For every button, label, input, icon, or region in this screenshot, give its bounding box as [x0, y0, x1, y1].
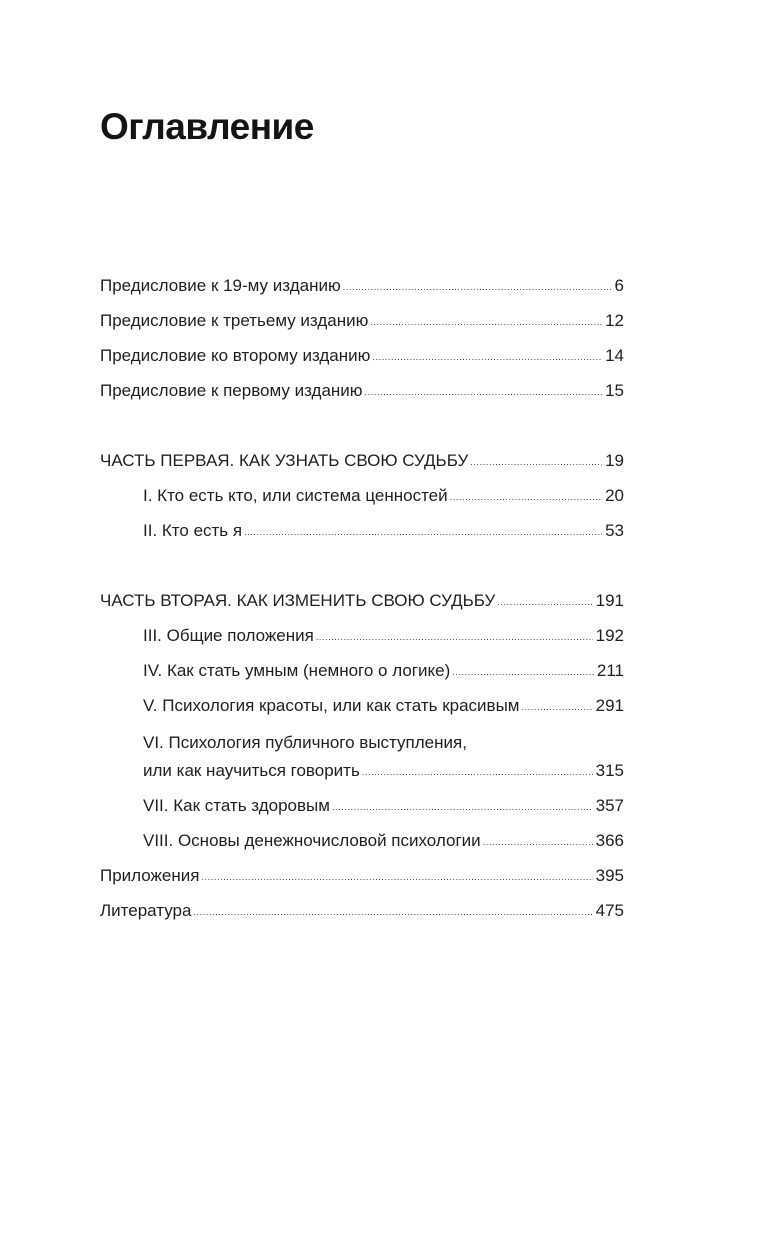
- toc-entry-chapter-3[interactable]: [143, 625, 624, 649]
- toc-entry-chapter-5[interactable]: [143, 695, 624, 719]
- toc-entry-chapter-4[interactable]: [143, 660, 624, 684]
- toc-entry-page: 53: [605, 521, 624, 540]
- toc-entry-label: III. Общие положения: [143, 626, 314, 645]
- dot-leader: [370, 309, 602, 333]
- toc-entry-page: 14: [605, 346, 624, 365]
- dot-leader: [470, 449, 602, 473]
- toc-entry-label: I. Кто есть кто, или система ценностей: [143, 486, 448, 505]
- toc-entry-label-line2: или как научиться говорить: [143, 761, 360, 780]
- dot-leader: [343, 274, 612, 298]
- toc-entry-page: 366: [595, 831, 624, 850]
- dot-leader: [365, 379, 603, 403]
- toc-entry-page: 211: [596, 661, 624, 680]
- toc-entry-chapter-6[interactable]: [143, 732, 624, 784]
- dot-leader: [362, 759, 593, 783]
- toc-entry-page: 6: [614, 276, 624, 295]
- toc-entry-page: 19: [605, 451, 624, 470]
- toc-entry-chapter-8[interactable]: [143, 830, 624, 854]
- toc-entry-part-two[interactable]: [100, 590, 624, 614]
- toc-entry-page: 20: [605, 486, 624, 505]
- toc-entry-label: VII. Как стать здоровым: [143, 796, 330, 815]
- toc-entry-label: ЧАСТЬ ВТОРАЯ. КАК ИЗМЕНИТЬ СВОЮ СУДЬБУ: [100, 591, 496, 610]
- toc-entry-page: 192: [595, 626, 624, 645]
- toc-entry-label: Литература: [100, 901, 192, 920]
- toc-entry-label: Предисловие к третьему изданию: [100, 311, 369, 330]
- dot-leader: [244, 519, 602, 543]
- toc-entry-page: 12: [605, 311, 624, 330]
- toc-entry-page: 475: [595, 901, 624, 920]
- toc-entry-label: IV. Как стать умным (немного о логике): [143, 661, 451, 680]
- toc-entry-page: 291: [595, 696, 624, 715]
- dot-leader: [193, 899, 592, 923]
- toc-entry-label: V. Психология красоты, или как стать красивым: [143, 696, 520, 715]
- toc-entry-preface-19th[interactable]: [100, 275, 624, 299]
- toc-entry-label: VIII. Основы денежночисловой психологии: [143, 831, 481, 850]
- toc-entry-label: Предисловие к первому изданию: [100, 381, 363, 400]
- dot-leader: [316, 624, 593, 648]
- toc-entry-page: 315: [595, 761, 624, 780]
- dot-leader: [497, 589, 592, 613]
- toc-entry-label: ЧАСТЬ ПЕРВАЯ. КАК УЗНАТЬ СВОЮ СУДЬБУ: [100, 451, 469, 470]
- toc-entry-label: Приложения: [100, 866, 200, 885]
- toc-entry-chapter-2[interactable]: [143, 520, 624, 544]
- toc-entry-label: Предисловие ко второму изданию: [100, 346, 371, 365]
- toc-entry-label: II. Кто есть я: [143, 521, 243, 540]
- toc-entry-preface-2nd[interactable]: [100, 345, 624, 369]
- dot-leader: [450, 484, 602, 508]
- toc-entry-preface-3rd[interactable]: [100, 310, 624, 334]
- toc-entry-chapter-1[interactable]: [143, 485, 624, 509]
- dot-leader: [452, 659, 594, 683]
- dot-leader: [372, 344, 602, 368]
- toc-entry-appendices[interactable]: [100, 865, 624, 889]
- toc-entry-page: 357: [595, 796, 624, 815]
- page-title: Оглавление: [100, 106, 314, 147]
- toc-entry-label-line1: VI. Психология публичного выступления,: [143, 733, 467, 752]
- toc-entry-page: 395: [595, 866, 624, 885]
- dot-leader: [521, 694, 592, 718]
- toc-entry-literature[interactable]: [100, 900, 624, 924]
- toc-entry-label: Предисловие к 19-му изданию: [100, 276, 341, 295]
- toc-entry-chapter-7[interactable]: [143, 795, 624, 819]
- toc-entry-preface-1st[interactable]: [100, 380, 624, 404]
- toc-entry-page: 191: [595, 591, 624, 610]
- dot-leader: [332, 794, 593, 818]
- toc-entry-part-one[interactable]: [100, 450, 624, 474]
- dot-leader: [201, 864, 592, 888]
- dot-leader: [483, 829, 593, 853]
- toc-entry-page: 15: [605, 381, 624, 400]
